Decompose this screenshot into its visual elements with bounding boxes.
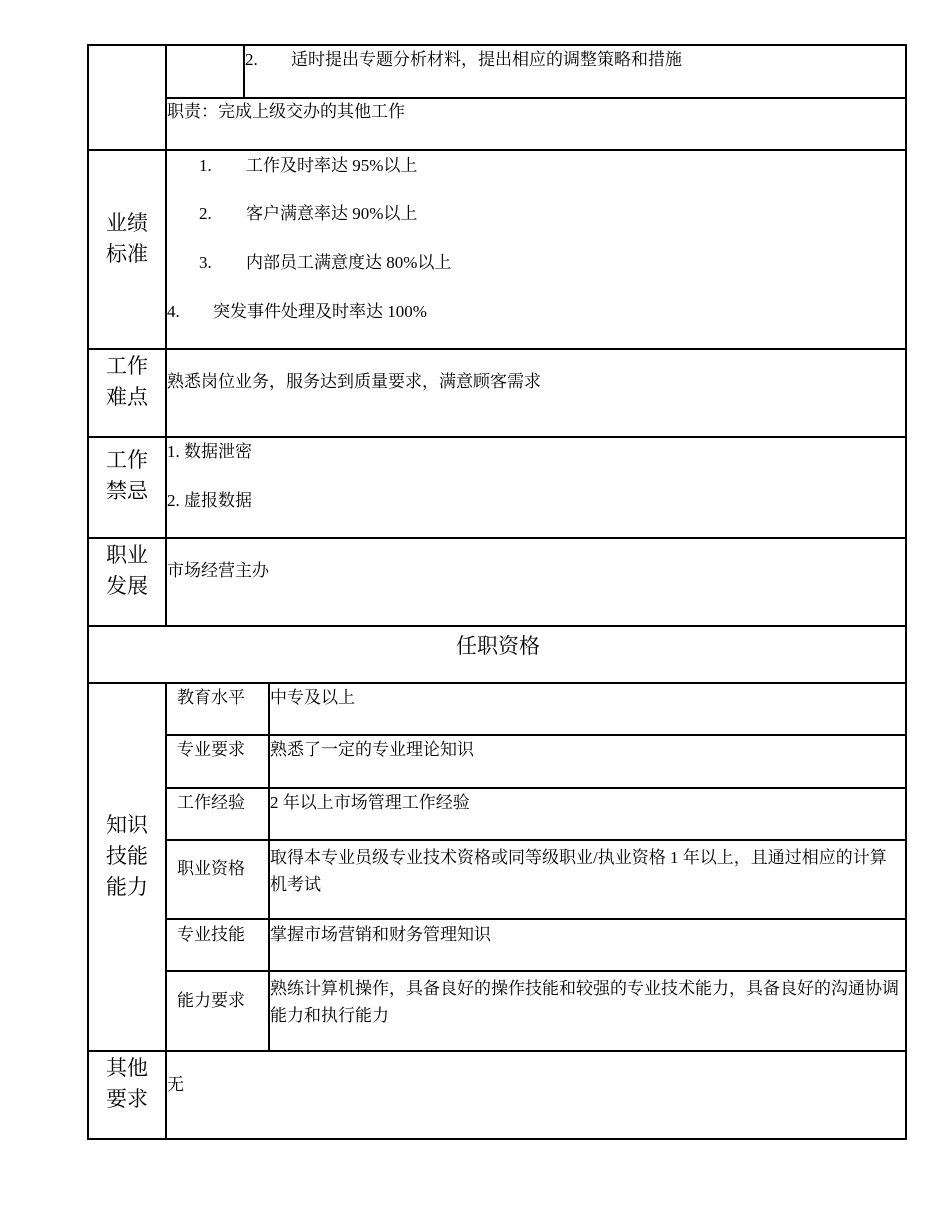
duty-item-text: 适时提出专题分析材料，提出相应的调整策略和措施 bbox=[291, 50, 682, 69]
qualification-key: 职业资格 bbox=[177, 859, 245, 878]
performance-item-text: 突发事件处理及时率达 100% bbox=[213, 302, 427, 321]
row-divider bbox=[166, 839, 907, 841]
duty-item-number: 2. bbox=[245, 50, 258, 69]
difficulty-label: 工作 难点 bbox=[106, 354, 148, 409]
other-duty-text: 职责：完成上级交办的其他工作 bbox=[167, 102, 405, 121]
qualification-value: 掌握市场营销和财务管理知识 bbox=[270, 925, 491, 944]
performance-item-text: 工作及时率达 95%以上 bbox=[246, 156, 418, 175]
row-divider bbox=[166, 787, 907, 789]
other-text: 无 bbox=[167, 1075, 184, 1094]
row-divider bbox=[166, 918, 907, 920]
row-divider bbox=[87, 348, 907, 350]
qualification-key: 能力要求 bbox=[177, 991, 245, 1010]
qualification-value: 熟练计算机操作，具备良好的操作技能和较强的专业技术能力，具备良好的沟通协调能力和执行能力 bbox=[270, 979, 899, 1025]
taboo-item: 1. 数据泄密 bbox=[167, 442, 252, 461]
qualification-key: 专业要求 bbox=[177, 740, 245, 759]
qualification-value: 中专及以上 bbox=[270, 688, 355, 707]
other-label: 其他 要求 bbox=[106, 1056, 148, 1111]
row-divider bbox=[166, 97, 907, 99]
performance-item-number: 2. bbox=[199, 204, 212, 223]
qualification-key: 教育水平 bbox=[177, 688, 245, 707]
taboo-label: 工作 禁忌 bbox=[106, 448, 148, 503]
row-divider bbox=[166, 970, 907, 972]
qualification-value: 2 年以上市场管理工作经验 bbox=[270, 793, 470, 812]
performance-item-number: 3. bbox=[199, 253, 212, 272]
col-divider bbox=[165, 44, 167, 627]
qualification-key: 专业技能 bbox=[177, 925, 245, 944]
table-border-bottom bbox=[87, 1138, 907, 1140]
table-border-right bbox=[905, 44, 907, 1140]
career-text: 市场经营主办 bbox=[167, 561, 269, 580]
row-divider bbox=[87, 682, 907, 684]
row-divider bbox=[87, 1050, 907, 1052]
row-divider bbox=[87, 625, 907, 627]
performance-item-text: 内部员工满意度达 80%以上 bbox=[246, 253, 452, 272]
performance-item-text: 客户满意率达 90%以上 bbox=[246, 204, 418, 223]
row-divider bbox=[87, 537, 907, 539]
taboo-item: 2. 虚报数据 bbox=[167, 491, 252, 510]
qualification-value: 取得本专业员级专业技术资格或同等级职业/执业资格 1 年以上，且通过相应的计算机考试 bbox=[270, 848, 887, 894]
row-divider bbox=[166, 734, 907, 736]
row-divider bbox=[87, 149, 907, 151]
table-border-top bbox=[87, 44, 907, 46]
qualification-title: 任职资格 bbox=[456, 634, 540, 658]
qualification-value: 熟悉了一定的专业理论知识 bbox=[270, 740, 474, 759]
performance-item-number: 1. bbox=[199, 156, 212, 175]
row-divider bbox=[87, 436, 907, 438]
career-label: 职业 发展 bbox=[106, 543, 148, 598]
performance-label: 业绩 标准 bbox=[106, 211, 148, 266]
performance-item-number: 4. bbox=[167, 302, 180, 321]
qualification-key: 工作经验 bbox=[177, 793, 245, 812]
knowledge-skill-label: 知识 技能 能力 bbox=[106, 813, 148, 899]
difficulty-text: 熟悉岗位业务，服务达到质量要求，满意顾客需求 bbox=[167, 372, 541, 391]
col-divider bbox=[165, 682, 167, 1140]
